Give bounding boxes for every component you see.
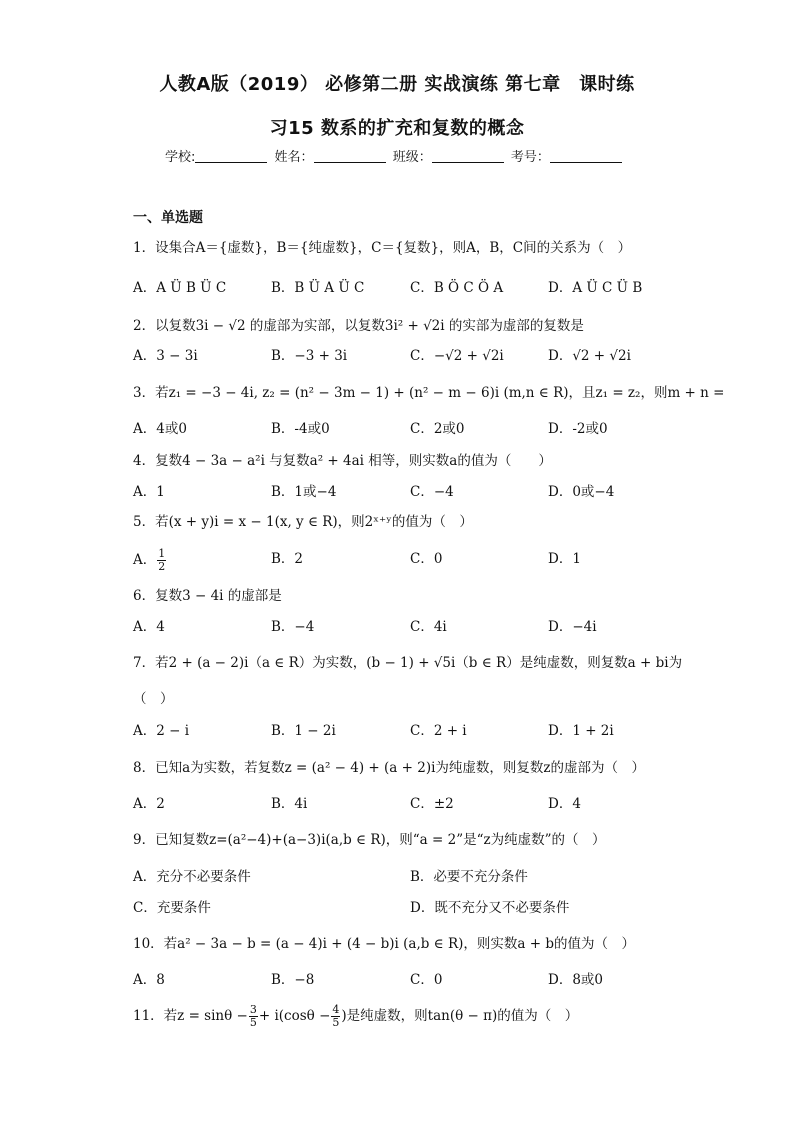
question-4-option-c[interactable]: C．−4 (410, 484, 454, 500)
question-3-option-d[interactable]: D．-2或0 (548, 421, 608, 437)
fraction-denominator: 2 (158, 560, 166, 573)
question-2-option-d[interactable]: D．√2 + √2i (548, 348, 631, 364)
school-label: 学校: (165, 150, 196, 165)
question-1-option-d[interactable]: D．A Ü C Ü B (548, 280, 643, 296)
question-5-option-d[interactable]: D．1 (548, 551, 581, 567)
name-label: 姓名： (274, 150, 314, 165)
question-8-option-c[interactable]: C．±2 (410, 796, 454, 812)
class-blank[interactable] (432, 149, 504, 163)
question-1-option-b[interactable]: B．B Ü A Ü C (271, 280, 365, 296)
question-6-stem: 6．复数3 − 4i 的虚部是 (133, 588, 282, 604)
question-11-stem-part-3: )是纯虚数，则tan(θ − π)的值为（ ） (341, 1008, 579, 1024)
title-line-2: 习15 数系的扩充和复数的概念 (269, 118, 525, 139)
fraction-numerator: 3 (249, 1003, 257, 1016)
question-10-stem: 10．若a² − 3a − b = (a − 4)i + (4 − b)i (a,b ∈ R)，则实数a + b的值为（ ） (133, 936, 635, 952)
student-info-row (165, 146, 625, 165)
question-4-option-a[interactable]: A．1 (133, 484, 165, 500)
question-8-option-d[interactable]: D．4 (548, 796, 581, 812)
question-5-option-c[interactable]: C．0 (410, 551, 443, 567)
question-6-option-b[interactable]: B．−4 (271, 619, 315, 635)
question-7-option-d[interactable]: D．1 + 2i (548, 723, 614, 739)
three-fifths-fraction (249, 1004, 258, 1029)
exam-number-label: 考号： (510, 150, 550, 165)
exam-number-blank[interactable] (550, 149, 622, 163)
four-fifths-fraction (331, 1004, 340, 1029)
question-10-option-d[interactable]: D．8或0 (548, 972, 604, 988)
question-11-stem (133, 1004, 673, 1029)
question-4-stem: 4．复数4 − 3a − a²i 与复数a² + 4ai 相等，则实数a的值为（ ） (133, 453, 552, 469)
question-3-option-a[interactable]: A．4或0 (133, 421, 187, 437)
question-1-option-c[interactable]: C．B Ö C Ö A (410, 280, 504, 296)
question-5-option-a-label: A． (133, 552, 157, 568)
question-7-option-c[interactable]: C．2 + i (410, 723, 467, 739)
fraction-denominator: 5 (332, 1016, 340, 1029)
title-line-1: 人教A版（2019） 必修第二册 实战演练 第七章 课时练 (159, 74, 635, 95)
question-8-option-b[interactable]: B．4i (271, 796, 308, 812)
question-5-option-a[interactable] (133, 548, 167, 573)
question-7-option-a[interactable]: A．2 − i (133, 723, 190, 739)
question-9-option-a[interactable]: A．充分不必要条件 (133, 869, 251, 885)
question-9-option-b[interactable]: B．必要不充分条件 (410, 869, 528, 885)
school-blank[interactable] (195, 149, 267, 163)
question-8-stem: 8．已知a为实数，若复数z = (a² − 4) + (a + 2)i为纯虚数，则复数z的虚部为（ ） (133, 760, 646, 776)
section-heading: 一、单选题 (133, 210, 203, 226)
question-4-option-b[interactable]: B．1或−4 (271, 484, 337, 500)
question-5-stem: 5．若(x + y)i = x − 1(x, y ∈ R)，则2ˣ⁺ʸ的值为（ ） (133, 514, 473, 530)
question-10-option-c[interactable]: C．0 (410, 972, 443, 988)
question-6-option-d[interactable]: D．−4i (548, 619, 597, 635)
name-blank[interactable] (314, 149, 386, 163)
class-label: 班级： (392, 150, 432, 165)
question-9-option-c[interactable]: C．充要条件 (133, 900, 211, 916)
question-5-option-b[interactable]: B．2 (271, 551, 304, 567)
one-half-fraction (157, 548, 166, 573)
question-10-option-b[interactable]: B．−8 (271, 972, 315, 988)
question-1-stem: 1．设集合A＝{虚数}，B＝{纯虚数}，C＝{复数}，则A，B，C间的关系为（ ） (133, 240, 632, 256)
question-2-option-a[interactable]: A．3 − 3i (133, 348, 198, 364)
question-10-option-a[interactable]: A．8 (133, 972, 165, 988)
question-6-option-a[interactable]: A．4 (133, 619, 165, 635)
question-3-option-c[interactable]: C．2或0 (410, 421, 465, 437)
question-3-option-b[interactable]: B．-4或0 (271, 421, 330, 437)
question-2-stem: 2．以复数3i − √2 的虚部为实部，以复数3i² + √2i 的实部为虚部的复数是 (133, 318, 584, 334)
question-8-option-a[interactable]: A．2 (133, 796, 165, 812)
fraction-numerator: 1 (158, 547, 166, 560)
question-2-option-c[interactable]: C．−√2 + √2i (410, 348, 504, 364)
question-2-option-b[interactable]: B．−3 + 3i (271, 348, 348, 364)
question-1-option-a[interactable]: A．A Ü B Ü C (133, 280, 227, 296)
question-4-option-d[interactable]: D．0或−4 (548, 484, 615, 500)
question-7-stem: 7．若2 + (a − 2)i（a ∈ R）为实数，(b − 1) + √5i（b ∈ R）是纯虚数，则复数a + bi为 (133, 655, 683, 671)
question-7-stem-continued: （ ） (133, 691, 174, 707)
question-11-stem-part-1: 11．若z = sinθ − (133, 1008, 248, 1024)
question-11-stem-part-2: + i(cosθ − (258, 1008, 331, 1024)
question-9-option-d[interactable]: D．既不充分又不必要条件 (410, 900, 570, 916)
question-9-stem: 9．已知复数z=(a²−4)+(a−3)i(a,b ∈ R)，则“a = 2”是“z为纯虚数”的（ ） (133, 832, 606, 848)
question-3-stem: 3．若z₁ = −3 − 4i, z₂ = (n² − 3m − 1) + (n² − m − 6)i (m,n ∈ R)，且z₁ = z₂，则m + n = (133, 385, 725, 401)
fraction-numerator: 4 (332, 1003, 340, 1016)
question-6-option-c[interactable]: C．4i (410, 619, 447, 635)
question-7-option-b[interactable]: B．1 − 2i (271, 723, 336, 739)
fraction-denominator: 5 (249, 1016, 257, 1029)
